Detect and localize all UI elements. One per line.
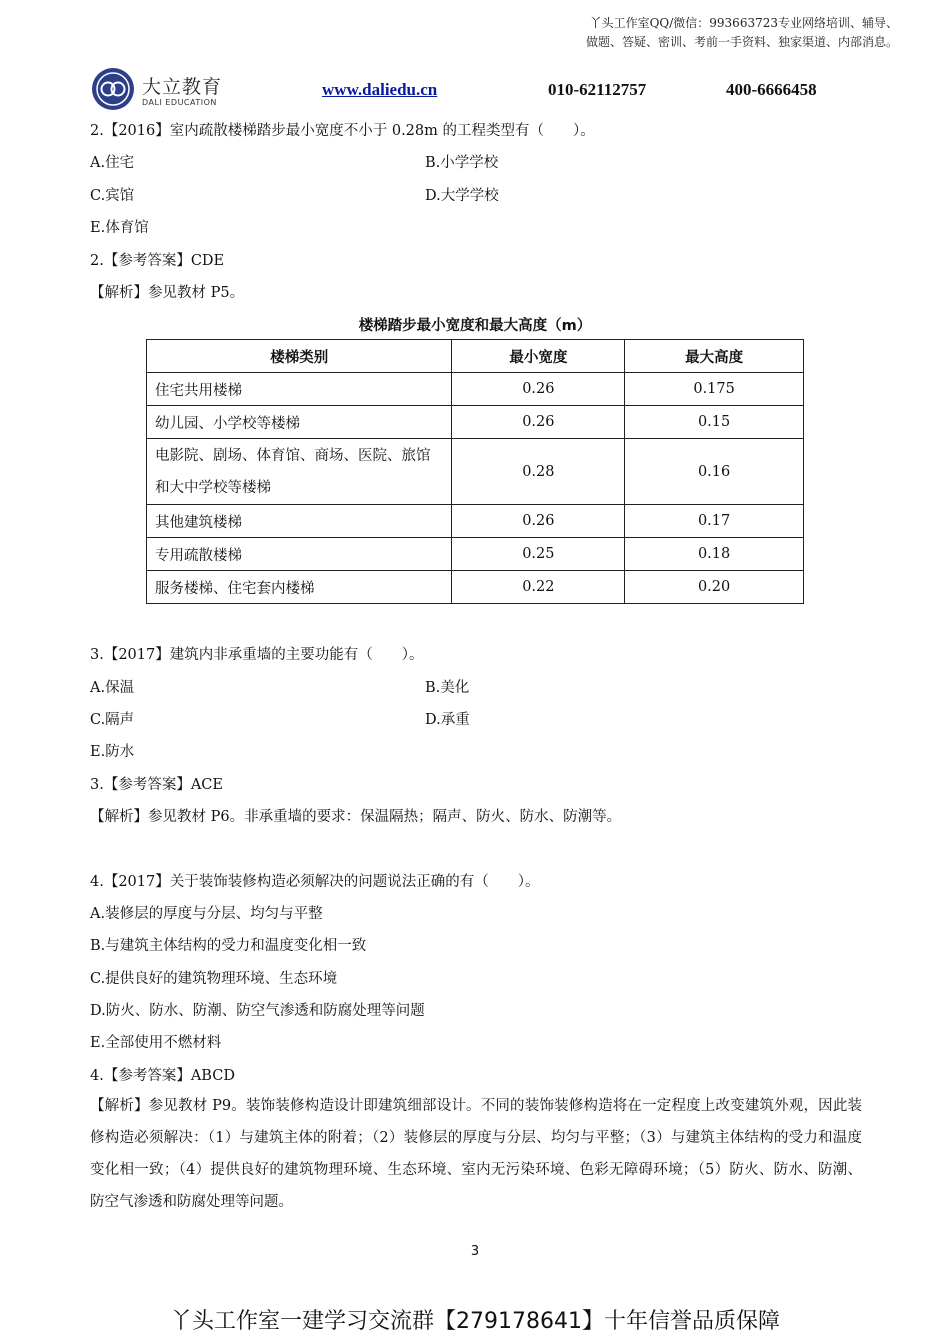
table-cell-category: 专用疏散楼梯 bbox=[147, 538, 452, 571]
table-cell-max-height: 0.20 bbox=[625, 571, 804, 604]
q2-answer: 2.【参考答案】CDE bbox=[90, 253, 225, 269]
q4-option-d: D.防火、防水、防潮、防空气渗透和防腐处理等问题 bbox=[90, 1003, 425, 1019]
logo-emblem-icon bbox=[90, 66, 136, 112]
website-link[interactable]: www.daliedu.cn bbox=[322, 80, 438, 99]
table-cell-max-height: 0.15 bbox=[625, 406, 804, 439]
table-cell-max-height: 0.16 bbox=[625, 439, 804, 505]
phone-number-2: 400-6666458 bbox=[726, 80, 817, 99]
table-cell-max-height: 0.18 bbox=[625, 538, 804, 571]
table-header-cell: 最大高度 bbox=[625, 340, 804, 373]
q4-option-c: C.提供良好的建筑物理环境、生态环境 bbox=[90, 971, 338, 987]
phone-number-1: 010-62112757 bbox=[548, 80, 647, 99]
q4-stem: 4.【2017】关于装饰装修构造必须解决的问题说法正确的有（ ）。 bbox=[90, 874, 540, 890]
table-cell-min-width: 0.22 bbox=[452, 571, 625, 604]
q4-answer: 4.【参考答案】ABCD bbox=[90, 1068, 235, 1084]
table-header-cell: 最小宽度 bbox=[452, 340, 625, 373]
table-header-cell: 楼梯类别 bbox=[147, 340, 452, 373]
table-cell-min-width: 0.28 bbox=[452, 439, 625, 505]
table-row bbox=[147, 439, 804, 505]
table-cell-min-width: 0.26 bbox=[452, 373, 625, 406]
table-cell-category: 幼儿园、小学校等楼梯 bbox=[147, 406, 452, 439]
q2-option-a: A.住宅 bbox=[90, 155, 135, 171]
logo-chinese-name: 大立教育 bbox=[142, 76, 223, 98]
q4-option-e: E.全部使用不燃材料 bbox=[90, 1035, 222, 1051]
table-cell-min-width: 0.25 bbox=[452, 538, 625, 571]
table-row bbox=[147, 538, 804, 571]
table-cell-category: 其他建筑楼梯 bbox=[147, 505, 452, 538]
table-cell-max-height: 0.175 bbox=[625, 373, 804, 406]
table-caption: 楼梯踏步最小宽度和最大高度（m） bbox=[358, 318, 592, 334]
q3-option-e: E.防水 bbox=[90, 744, 135, 760]
q2-option-e: E.体育馆 bbox=[90, 220, 149, 236]
q2-analysis: 【解析】参见教材 P5。 bbox=[90, 285, 245, 301]
q2-option-c: C.宾馆 bbox=[90, 188, 135, 204]
q4-analysis: 【解析】参见教材 P9。装饰装修构造设计即建筑细部设计。不同的装饰装修构造将在一定程度上改变建筑外观，因此装修构造必须解决：（1）与建筑主体的附着；（2）装修层的厚度与分层、均匀与平整；（3）与建筑主体结构的受力和温度变化相一致；（4）提供良好的建筑物理环境、生态环境、室内无污染环境、色彩无障碍环境；（5）防火、防水、防潮、防空气渗透和防腐处理等问题。 bbox=[90, 1098, 862, 1210]
stair-dimensions-table bbox=[146, 339, 804, 604]
q3-option-c: C.隔声 bbox=[90, 712, 135, 728]
page-number: 3 bbox=[470, 1244, 480, 1259]
table-header-row bbox=[147, 340, 804, 373]
q2-stem: 2.【2016】室内疏散楼梯踏步最小宽度不小于 0.28m 的工程类型有（ ）。 bbox=[90, 123, 595, 139]
table-cell-category: 住宅共用楼梯 bbox=[147, 373, 452, 406]
dali-education-logo bbox=[90, 66, 225, 114]
q2-option-d: D.大学学校 bbox=[425, 188, 499, 204]
table-cell-min-width: 0.26 bbox=[452, 406, 625, 439]
q3-option-d: D.承重 bbox=[425, 712, 470, 728]
table-cell-category: 电影院、剧场、体育馆、商场、医院、旅馆和大中学校等楼梯 bbox=[147, 439, 452, 505]
q4-option-b: B.与建筑主体结构的受力和温度变化相一致 bbox=[90, 938, 367, 954]
table-cell-category: 服务楼梯、住宅套内楼梯 bbox=[147, 571, 452, 604]
table-row bbox=[147, 406, 804, 439]
table-row bbox=[147, 373, 804, 406]
q2-option-b: B.小学学校 bbox=[425, 155, 499, 171]
q3-option-b: B.美化 bbox=[425, 680, 470, 696]
logo-english-name: DALI EDUCATION bbox=[142, 98, 217, 107]
q3-analysis: 【解析】参见教材 P6。非承重墙的要求：保温隔热；隔声、防火、防水、防潮等。 bbox=[90, 809, 622, 825]
q3-answer: 3.【参考答案】ACE bbox=[90, 777, 223, 793]
q4-option-a: A.装修层的厚度与分层、均匀与平整 bbox=[90, 906, 323, 922]
header-notice bbox=[586, 14, 898, 52]
table-row bbox=[147, 505, 804, 538]
q3-stem: 3.【2017】建筑内非承重墙的主要功能有（ ）。 bbox=[90, 647, 424, 663]
footer-banner: 丫头工作室一建学习交流群【279178641】十年信誉品质保障 bbox=[170, 1309, 780, 1334]
notice-line-2: 做题、答疑、密训、考前一手资料、独家渠道、内部消息。 bbox=[585, 35, 898, 49]
table-cell-min-width: 0.26 bbox=[452, 505, 625, 538]
q3-option-a: A.保温 bbox=[90, 680, 135, 696]
table-cell-max-height: 0.17 bbox=[625, 505, 804, 538]
notice-line-1: 丫头工作室QQ/微信：993663723专业网络培训、辅导、 bbox=[589, 16, 898, 30]
table-row bbox=[147, 571, 804, 604]
